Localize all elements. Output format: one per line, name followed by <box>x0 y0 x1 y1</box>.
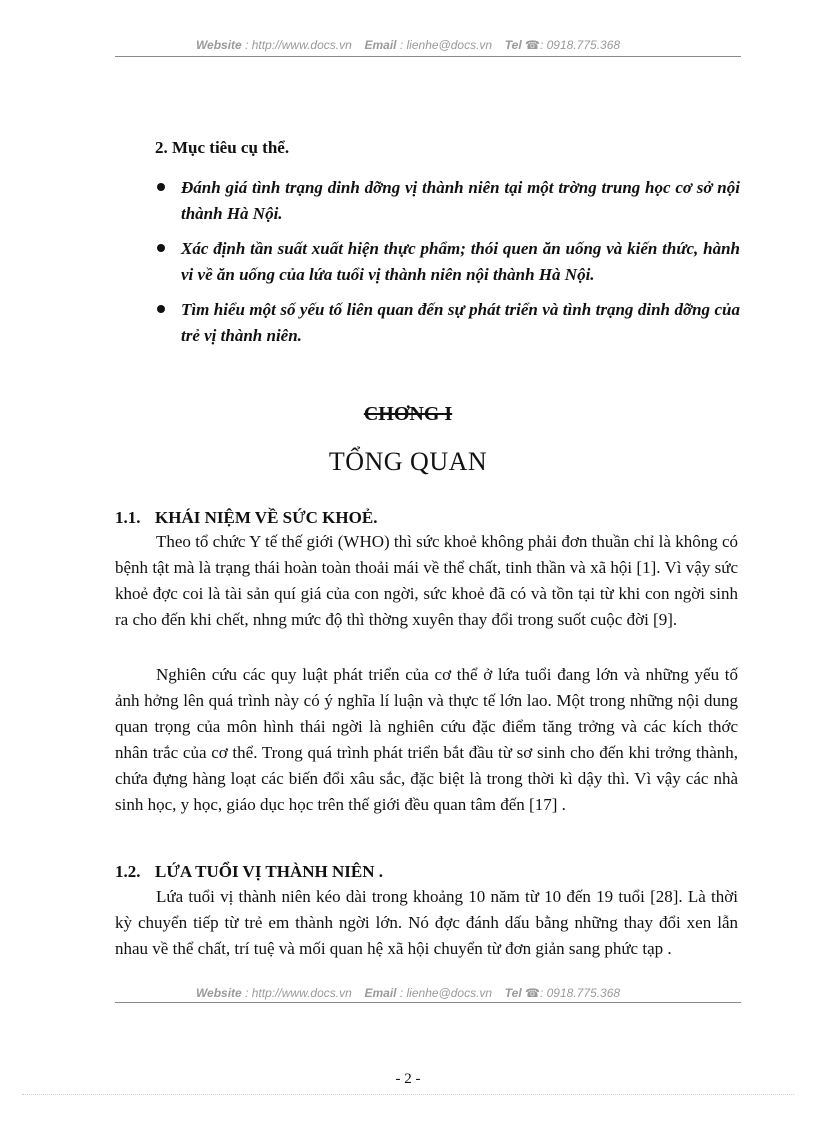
paragraph: Theo tổ chức Y tế thế giới (WHO) thì sức khoẻ không phải đơn thuần chỉ là không có bệnh tật mà là trạng thái hoàn toàn thoải mái về thể chất, tinh thần và xã hội [1]. Vì vậy sức khoẻ đợc coi là tài sản quí giá của con ngời, sức khoẻ đã có và tồn tại từ khi con ngời sinh ra cho đến khi chết, nhng mức độ thì thờng xuyên thay đổi trong suốt cuộc đời [9]. <box>115 532 738 629</box>
tel-label: Tel <box>504 38 522 52</box>
tel-label: Tel <box>504 986 522 1000</box>
paragraph: Nghiên cứu các quy luật phát triển của cơ thể ở lứa tuổi đang lớn và những yếu tố ảnh hởng lên quá trình này có ý nghĩa lí luận và thực tế lớn lao. Một trong những nội dung quan trọng của môn hình thái ngời là nghiên cứu đặc điểm tăng trởng và các kích thớc nhân trắc của cơ thể. Trong quá trình phát triển bắt đầu từ sơ sinh cho đến khi trởng thành, chứa đựng hàng loạt các biến đổi xâu sắc, đặc biệt là trong thời kì dậy thì. Vì vậy các nhà sinh học, y học, giáo dục học trên thế giới đều quan tâm đến [17] . <box>115 665 738 814</box>
website-label: Website <box>195 986 242 1000</box>
tel-value: : 0918.775.368 <box>539 986 621 1000</box>
footer-rule <box>115 1002 741 1003</box>
email-label: Email <box>364 986 397 1000</box>
page-boundary <box>22 1094 794 1095</box>
chapter-label: CHƠNG I <box>363 403 453 425</box>
bullet-icon <box>157 183 165 191</box>
header-rule <box>115 56 741 57</box>
section-number: 1.1. <box>115 508 141 527</box>
goals-list <box>155 175 740 358</box>
page-number: - 2 - <box>395 1071 421 1087</box>
section-number: 1.2. <box>115 862 141 881</box>
tel-value: : 0918.775.368 <box>539 38 621 52</box>
email-link[interactable]: : lienhe@docs.vn <box>399 986 493 1000</box>
section-heading <box>115 862 383 882</box>
section-heading <box>115 508 377 528</box>
page-footer-header <box>0 986 816 1000</box>
website-link[interactable]: : http://www.docs.vn <box>245 986 352 1000</box>
bullet-icon <box>157 305 165 313</box>
goals-title: 2. Mục tiêu cụ thể. <box>155 138 290 157</box>
list-item: Tìm hiểu một số yếu tố liên quan đến sự phát triển và tình trạng dinh dỡng của trẻ vị thành niên. <box>155 297 740 349</box>
email-link[interactable]: : lienhe@docs.vn <box>399 38 493 52</box>
section-title: LỨA TUỔI VỊ THÀNH NIÊN . <box>155 862 383 881</box>
email-label: Email <box>364 38 397 52</box>
website-label: Website <box>195 38 242 52</box>
bullet-icon <box>157 244 165 252</box>
paragraph: Lứa tuổi vị thành niên kéo dài trong khoảng 10 năm từ 10 đến 19 tuổi [28]. Là thời kỳ chuyển tiếp từ trẻ em thành ngời lớn. Nó đợc đánh dấu bằng những thay đổi xen lẫn nhau về thể chất, trí tuệ và mối quan hệ xã hội chuyển từ đơn giản sang phức tạp . <box>115 887 738 958</box>
phone-icon: ☎ <box>525 38 540 52</box>
list-item: Xác định tần suất xuất hiện thực phẩm; thói quen ăn uống và kiến thức, hành vi về ăn uống của lứa tuổi vị thành niên nội thành Hà Nội. <box>155 236 740 288</box>
page-header <box>0 38 816 52</box>
website-link[interactable]: : http://www.docs.vn <box>245 38 352 52</box>
section-title: KHÁI NIỆM VỀ SỨC KHOẺ. <box>155 508 378 527</box>
chapter-title: TỔNG QUAN <box>328 447 488 476</box>
phone-icon: ☎ <box>525 986 540 1000</box>
list-item: Đánh giá tình trạng dinh dỡng vị thành niên tại một trờng trung học cơ sở nội thành Hà Nội. <box>155 175 740 227</box>
